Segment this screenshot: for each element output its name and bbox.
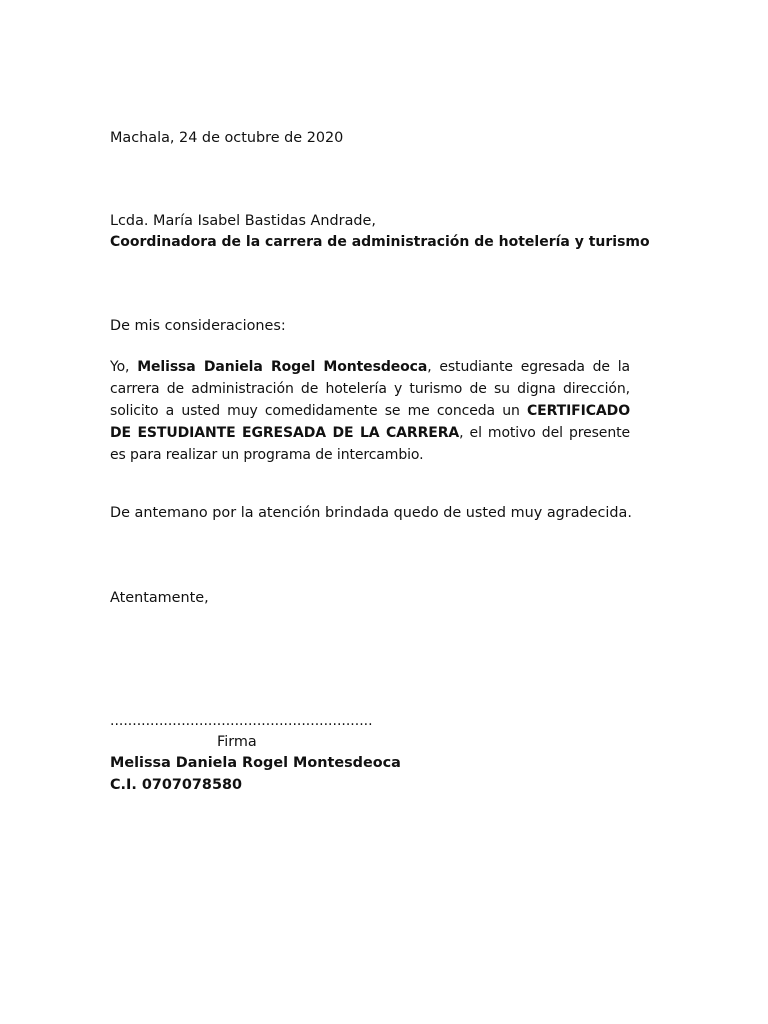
letter-body-paragraph [110, 356, 630, 466]
closing: Atentamente, [110, 590, 209, 606]
recipient-name: Lcda. María Isabel Bastidas Andrade, [110, 213, 376, 229]
body-text-end: , el motivo del presente es para realizar un programa de intercambio. [110, 425, 630, 463]
certificate-request: CERTIFICADO DE ESTUDIANTE EGRESADA DE LA CARRERA [110, 403, 630, 441]
thanks-line: De antemano por la atención brindada quedo de usted muy agradecida. [110, 505, 632, 521]
signature-label: Firma [217, 734, 257, 750]
salutation: De mis consideraciones: [110, 318, 286, 334]
recipient-title: Coordinadora de la carrera de administración de hotelería y turismo [110, 234, 650, 250]
date-line: Machala, 24 de octubre de 2020 [110, 130, 344, 146]
body-text-middle: , estudiante egresada de la carrera de administración de hotelería y turismo de su digna dirección, solicito a usted muy comedidamente se me conceda un [110, 359, 630, 419]
signer-name: Melissa Daniela Rogel Montesdeoca [110, 755, 401, 771]
signer-id: C.I. 0707078580 [110, 777, 242, 793]
body-text-intro: Yo, [110, 359, 138, 375]
student-name: Melissa Daniela Rogel Montesdeoca [137, 359, 428, 375]
signature-line: ........................................................... [110, 713, 373, 729]
